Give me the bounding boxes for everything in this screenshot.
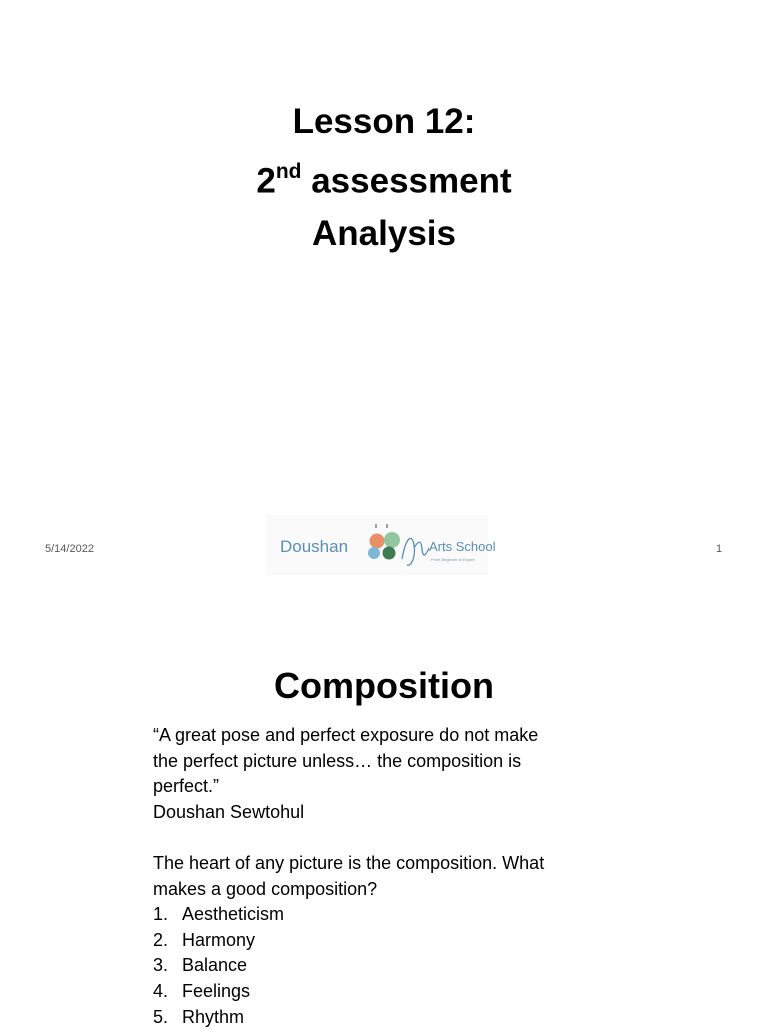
list-text: Feelings [182,980,251,1001]
slide-date: 5/14/2022 [45,543,94,555]
logo-text-right: Arts School [429,539,496,554]
list-number: 4. [153,980,169,1001]
quote-line: the perfect picture unless… the composition is [153,750,522,771]
logo-tagline: From Beginner to Expert [431,557,475,562]
list-number: 2. [153,929,169,950]
title-line-1: Lesson 12: [292,102,476,141]
slide-2 [0,630,768,1027]
list-number: 1. [153,904,169,925]
slide-title: Composition [274,665,494,706]
list-text: Balance [182,955,248,976]
slide-title [0,96,768,260]
list-text: Aestheticism [182,904,285,925]
list-item [153,1005,613,1030]
list-number: 5. [153,1006,169,1027]
logo-text-left: Doushan [280,537,349,556]
slide-page-number: 1 [716,543,723,555]
list-item [153,928,613,954]
quote-line: “A great pose and perfect exposure do not make [153,725,539,745]
list-number: 3. [153,955,169,976]
composition-list [153,902,613,1030]
list-text: Rhythm [182,1006,245,1027]
paragraph-line: The heart of any picture is the composition. What [153,852,545,873]
school-logo [266,515,496,575]
quote-line: perfect.” [153,776,220,797]
list-item [153,902,613,928]
quote-author: Doushan Sewtohul [153,801,305,822]
title-line-2: 2nd assessment [256,160,512,201]
list-item [153,979,613,1005]
slide-body [153,723,613,1030]
paragraph-line: makes a good composition? [153,878,378,899]
title-line-3: Analysis [312,213,456,253]
list-item [153,953,613,979]
list-text: Harmony [182,929,256,950]
